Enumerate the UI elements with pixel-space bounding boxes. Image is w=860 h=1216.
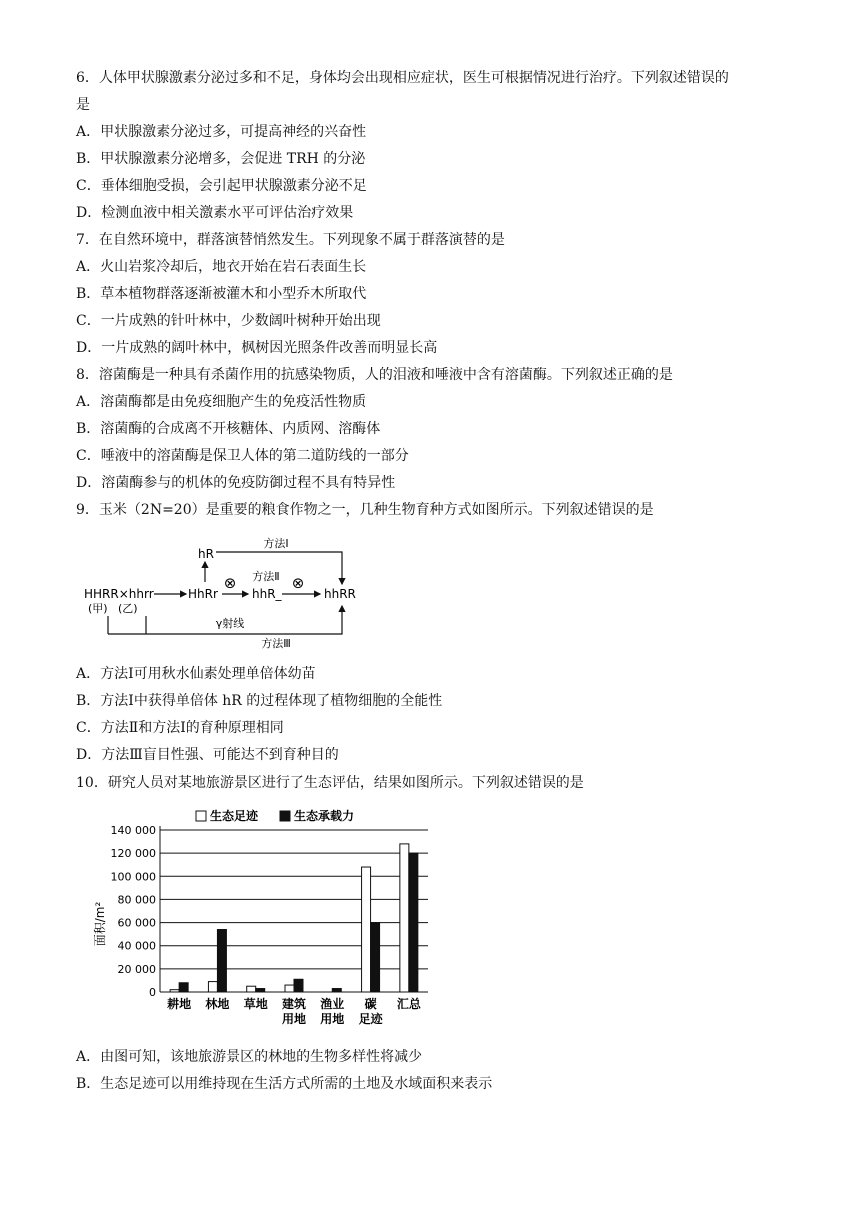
- bar-footprint: [362, 867, 371, 992]
- q8-option-b: B．溶菌酶的合成离不开核糖体、内质网、溶酶体: [76, 421, 381, 437]
- chart-y-axis-label: 面积/m²: [93, 901, 107, 947]
- bar-footprint: [170, 990, 179, 992]
- chart-legend: [196, 808, 354, 823]
- y-tick-label: 20 000: [117, 962, 156, 976]
- y-tick-label: 120 000: [110, 847, 156, 861]
- q9-option-d: D．方法Ⅲ盲目性强、可能达不到育种目的: [76, 747, 339, 763]
- selfing-symbol-1: ⊗: [223, 574, 237, 592]
- q10-option-a: A．由图可知，该地旅游景区的林地的生物多样性将减少: [76, 1049, 423, 1065]
- bar-capacity: [371, 923, 380, 992]
- q10-stem: 10．研究人员对某地旅游景区进行了生态评估，结果如图所示。下列叙述错误的是: [76, 775, 584, 791]
- chart-gridlines: [160, 826, 428, 992]
- selfing-symbol-2: ⊗: [291, 574, 305, 592]
- x-tick-label: 用地: [281, 1012, 307, 1026]
- f1-label: HhRr: [188, 587, 218, 601]
- x-tick-label: 林地: [205, 997, 230, 1011]
- legend-swatch: [196, 811, 206, 821]
- q6-option-b: B．甲状腺激素分泌增多，会促进 TRH 的分泌: [76, 151, 366, 167]
- bar-footprint: [247, 986, 256, 992]
- q8-option-a: A．溶菌酶都是由免疫细胞产生的免疫活性物质: [76, 394, 367, 410]
- q7-option-d: D．一片成熟的阔叶林中，枫树因光照条件改善而明显长高: [76, 340, 438, 356]
- x-tick-label: 建筑: [281, 997, 307, 1011]
- q7-option-b: B．草本植物群落逐渐被灌木和小型乔木所取代: [76, 286, 367, 302]
- mid-label: hhR_: [252, 587, 282, 601]
- gamma-ray-label: γ射线: [215, 617, 245, 630]
- q8-option-d: D．溶菌酶参与的机体的免疫防御过程不具有特异性: [76, 475, 396, 491]
- q9-stem: 9．玉米（2N=20）是重要的粮食作物之一，几种生物育种方式如图所示。下列叙述错误的是: [76, 502, 654, 518]
- chart-x-ticks: [167, 996, 422, 1026]
- q8-option-c: C．唾液中的溶菌酶是保卫人体的第二道防线的一部分: [76, 448, 409, 464]
- method1-label: 方法Ⅰ: [263, 537, 289, 550]
- q9-option-c: C．方法Ⅱ和方法Ⅰ的育种原理相同: [76, 720, 284, 736]
- legend-label: 生态承载力: [294, 809, 355, 823]
- x-tick-label: 用地: [320, 1012, 345, 1026]
- chart-y-ticks: [111, 824, 157, 999]
- x-tick-label: 耕地: [167, 997, 192, 1011]
- x-tick-label: 足迹: [358, 1012, 383, 1026]
- method3-label: 方法Ⅲ: [261, 637, 291, 650]
- q9-option-b: B．方法Ⅰ中获得单倍体 hR 的过程体现了植物细胞的全能性: [76, 693, 443, 709]
- ecological-footprint-chart: [92, 806, 437, 1034]
- y-tick-label: 0: [149, 986, 156, 999]
- bar-footprint: [208, 982, 217, 992]
- q7-option-a: A．火山岩浆冷却后，地衣开始在岩石表面生长: [76, 259, 367, 275]
- y-tick-label: 100 000: [110, 870, 156, 884]
- y-tick-label: 40 000: [117, 939, 156, 953]
- q10-option-b: B．生态足迹可以用维持现在生活方式所需的土地及水域面积来表示: [76, 1076, 493, 1092]
- x-tick-label: 草地: [243, 997, 268, 1011]
- q9-option-a: A．方法Ⅰ可用秋水仙素处理单倍体幼苗: [76, 666, 316, 682]
- bar-capacity: [179, 983, 188, 992]
- bar-capacity: [217, 930, 226, 992]
- parent-jia-label: (甲): [88, 602, 108, 615]
- haploid-label: hR: [198, 547, 214, 561]
- x-tick-label: 渔业: [320, 997, 345, 1011]
- q7-option-c: C．一片成熟的针叶林中，少数阔叶树种开始出现: [76, 313, 381, 329]
- chart-bars: [170, 844, 418, 992]
- q7-stem: 7．在自然环境中，群落演替悄然发生。下列现象不属于群落演替的是: [76, 232, 505, 248]
- bar-capacity: [294, 979, 303, 992]
- legend-swatch: [280, 811, 290, 821]
- x-tick-label: 碳: [364, 997, 377, 1011]
- bar-capacity: [332, 989, 341, 992]
- bar-footprint: [400, 844, 409, 992]
- y-tick-label: 60 000: [117, 916, 156, 930]
- bar-capacity: [409, 853, 418, 992]
- target-label: hhRR: [324, 587, 356, 601]
- bar-capacity: [256, 989, 265, 992]
- y-tick-label: 140 000: [110, 824, 156, 837]
- cross-label: HHRR×hhrr: [84, 587, 154, 601]
- bar-footprint: [285, 985, 294, 992]
- q6-stem-line2: 是: [76, 97, 90, 113]
- q6-option-d: D．检测血液中相关激素水平可评估治疗效果: [76, 205, 354, 221]
- q6-stem-line1: 6．人体甲状腺激素分泌过多和不足，身体均会出现相应症状，医生可根据情况进行治疗。下列叙述错误的: [76, 70, 729, 86]
- y-tick-label: 80 000: [117, 893, 156, 907]
- q6-option-c: C．垂体细胞受损，会引起甲状腺激素分泌不足: [76, 178, 367, 194]
- legend-label: 生态足迹: [210, 809, 259, 823]
- q6-option-a: A．甲状腺激素分泌过多，可提高神经的兴奋性: [76, 124, 367, 140]
- breeding-diagram: [80, 534, 370, 654]
- method2-label: 方法Ⅱ: [252, 570, 280, 583]
- q8-stem: 8．溶菌酶是一种具有杀菌作用的抗感染物质，人的泪液和唾液中含有溶菌酶。下列叙述正确的是: [76, 367, 673, 383]
- parent-yi-label: (乙): [118, 602, 138, 615]
- x-tick-label: 汇总: [396, 997, 421, 1011]
